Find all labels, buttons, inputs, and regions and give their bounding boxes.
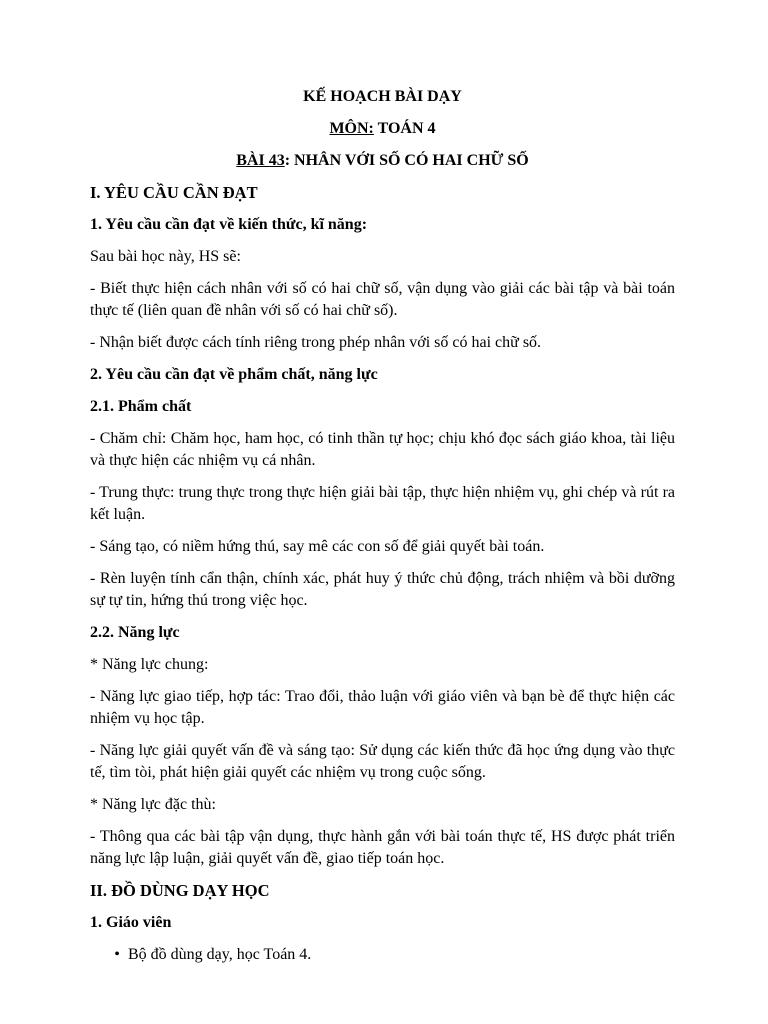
subject-value: TOÁN 4 (373, 120, 436, 137)
paragraph: - Rèn luyện tính cẩn thận, chính xác, phát huy ý thức chủ động, trách nhiệm và bồi dưỡng sự tự tin, hứng thú trong việc học. (90, 570, 675, 609)
intro-text: Sau bài học này, HS sẽ: (90, 248, 241, 265)
subheading-qualities-competencies: 2. Yêu cầu cần đạt về phẩm chất, năng lực (90, 366, 378, 383)
paragraph: - Biết thực hiện cách nhân với số có hai chữ số, vận dụng vào giải các bài tập và bài toán thực tế (liên quan đề nhân với số có hai chữ số). (90, 280, 675, 319)
list-item (90, 944, 675, 966)
section-heading-teaching-materials: II. ĐỒ DÙNG DẠY HỌC (90, 881, 270, 900)
subheading-qualities: 2.1. Phẩm chất (90, 398, 192, 415)
subject-label: MÔN: (329, 120, 374, 137)
section-heading-requirements: I. YÊU CẦU CẦN ĐẠT (90, 183, 258, 202)
lesson-label: BÀI 43 (236, 152, 285, 169)
lesson-value: : NHÂN VỚI SỐ CÓ HAI CHỮ SỐ (284, 152, 529, 169)
paragraph: - Năng lực giải quyết vấn đề và sáng tạo: Sử dụng các kiến thức đã học ứng dụng vào thực tế, tìm tòi, phát hiện giải quyết các nhiệm vụ trong cuộc sống. (90, 742, 675, 781)
specific-competencies-label: * Năng lực đặc thù: (90, 796, 216, 813)
subheading-teacher: 1. Giáo viên (90, 914, 172, 931)
paragraph: - Thông qua các bài tập vận dụng, thực hành gắn với bài toán thực tế, HS được phát triển năng lực lập luận, giải quyết vấn đề, giao tiếp toán học. (90, 828, 675, 867)
bullet-dot-icon: • (114, 946, 120, 963)
paragraph: - Nhận biết được cách tính riêng trong phép nhân với số có hai chữ số. (90, 334, 542, 351)
lesson-line (90, 150, 675, 172)
paragraph: - Năng lực giao tiếp, hợp tác: Trao đổi, thảo luận với giáo viên và bạn bè để thực hiện các nhiệm vụ học tập. (90, 688, 675, 727)
subheading-knowledge-skills: 1. Yêu cầu cần đạt về kiến thức, kĩ năng: (90, 216, 368, 233)
general-competencies-label: * Năng lực chung: (90, 656, 209, 673)
paragraph: - Sáng tạo, có niềm hứng thú, say mê các con số để giải quyết bài toán. (90, 538, 545, 555)
list-item-text: Bộ đồ dùng dạy, học Toán 4. (128, 946, 312, 963)
subheading-competencies: 2.2. Năng lực (90, 624, 180, 641)
subject-line (90, 118, 675, 140)
document-content (90, 86, 675, 976)
paragraph: - Chăm chỉ: Chăm học, ham học, có tinh thần tự học; chịu khó đọc sách giáo khoa, tài liệu và thực hiện các nhiệm vụ cá nhân. (90, 430, 675, 469)
document-title: KẾ HOẠCH BÀI DẠY (303, 88, 462, 105)
paragraph: - Trung thực: trung thực trong thực hiện giải bài tập, thực hiện nhiệm vụ, ghi chép và rút ra kết luận. (90, 484, 675, 523)
